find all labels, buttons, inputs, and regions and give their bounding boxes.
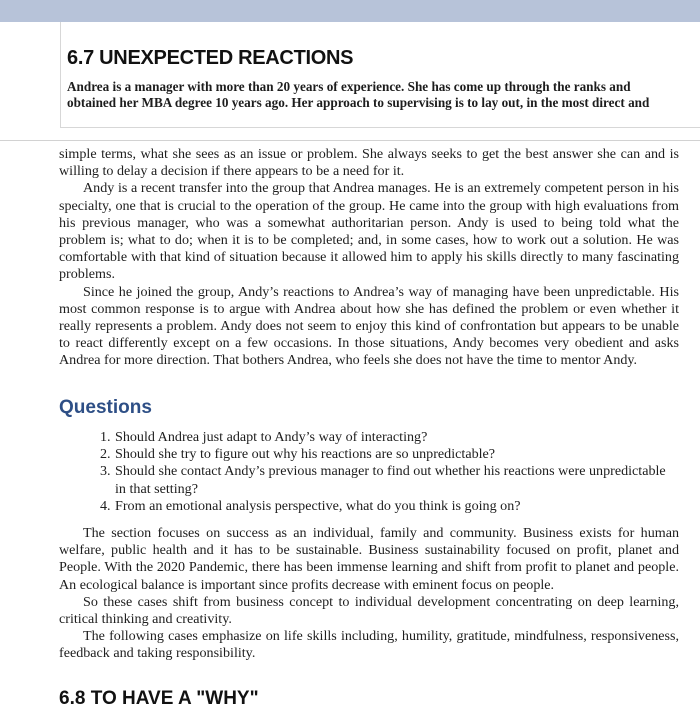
- question-number: 3.: [100, 463, 111, 480]
- question-text: From an emotional analysis perspective, what do you think is going on?: [115, 497, 521, 514]
- question-item: [100, 498, 678, 515]
- questions-list: [100, 429, 678, 515]
- closing-paragraph-3: The following cases emphasize on life skills including, humility, gratitude, mindfulness, responsiveness, feedback and taking responsibility.: [59, 628, 679, 662]
- questions-heading: Questions: [59, 397, 152, 418]
- closing-paragraph-1: The section focuses on success as an individual, family and community. Business exists for human welfare, public health and it has to be sustainable. Business sustainability focused on profit, planet and People. With the 2020 Pandemic, there has been immense learning and shift from profit to planet and people. An ecological balance is important since profits decrease with eminent focus on people.: [59, 525, 679, 593]
- page-top-card: [60, 22, 700, 128]
- case-body: [59, 146, 679, 370]
- question-text: Should she try to figure out why his reactions are so unpredictable?: [115, 446, 496, 463]
- top-scan-band: [0, 0, 700, 22]
- closing-paragraph-2: So these cases shift from business concept to individual development concentrating on deep learning, critical thinking and creativity.: [59, 593, 679, 628]
- case-intro: Andrea is a manager with more than 20 years of experience. She has come up through the ranks and obtained her MBA degree 10 years ago. Her approach to supervising is to lay out, in the most direct and: [67, 79, 650, 110]
- question-number: 4.: [100, 497, 111, 514]
- question-number: 1.: [100, 429, 111, 445]
- next-section-title-partial: 6.8 TO HAVE A "WHY": [59, 688, 259, 709]
- question-text: Should Andrea just adapt to Andy’s way of interacting?: [115, 429, 428, 445]
- section-title: 6.7 UNEXPECTED REACTIONS: [67, 47, 354, 69]
- case-paragraph-2: Andy is a recent transfer into the group that Andrea manages. He is an extremely competent person in his specialty, one that is crucial to the operation of the group. He came into the group with high evaluations from his previous manager, who was a somewhat authoritarian person. Andy is used to being told what the problem is; what to do; when it is to be completed; and, in some cases, how to work out a solution. He was comfortable with that kind of situation because it allowed him to apply his skills directly to many fascinating problems.: [59, 180, 679, 283]
- question-item: [100, 429, 678, 446]
- closing-body: [59, 525, 679, 663]
- question-number: 2.: [100, 446, 111, 463]
- case-paragraph-1: simple terms, what she sees as an issue or problem. She always seeks to get the best answer she can and is willing to delay a decision if there appears to be a need for it.: [59, 146, 679, 180]
- question-item: [100, 446, 678, 463]
- question-item: [100, 463, 678, 497]
- case-paragraph-3: Since he joined the group, Andy’s reactions to Andrea’s way of managing have been unpredictable. His most common response is to argue with Andrea about how she has defined the problem or even whether it really represents a problem. Andy does not seem to enjoy this kind of confrontation but appears to be unable to react differently except on a few occasions. In those situations, Andy becomes very obedient and asks Andrea for more direction. That bothers Andrea, who feels she does not have the time to mentor Andy.: [59, 283, 679, 369]
- question-text: Should she contact Andy’s previous manager to find out whether his reactions were unpredictable in that setting?: [115, 463, 666, 497]
